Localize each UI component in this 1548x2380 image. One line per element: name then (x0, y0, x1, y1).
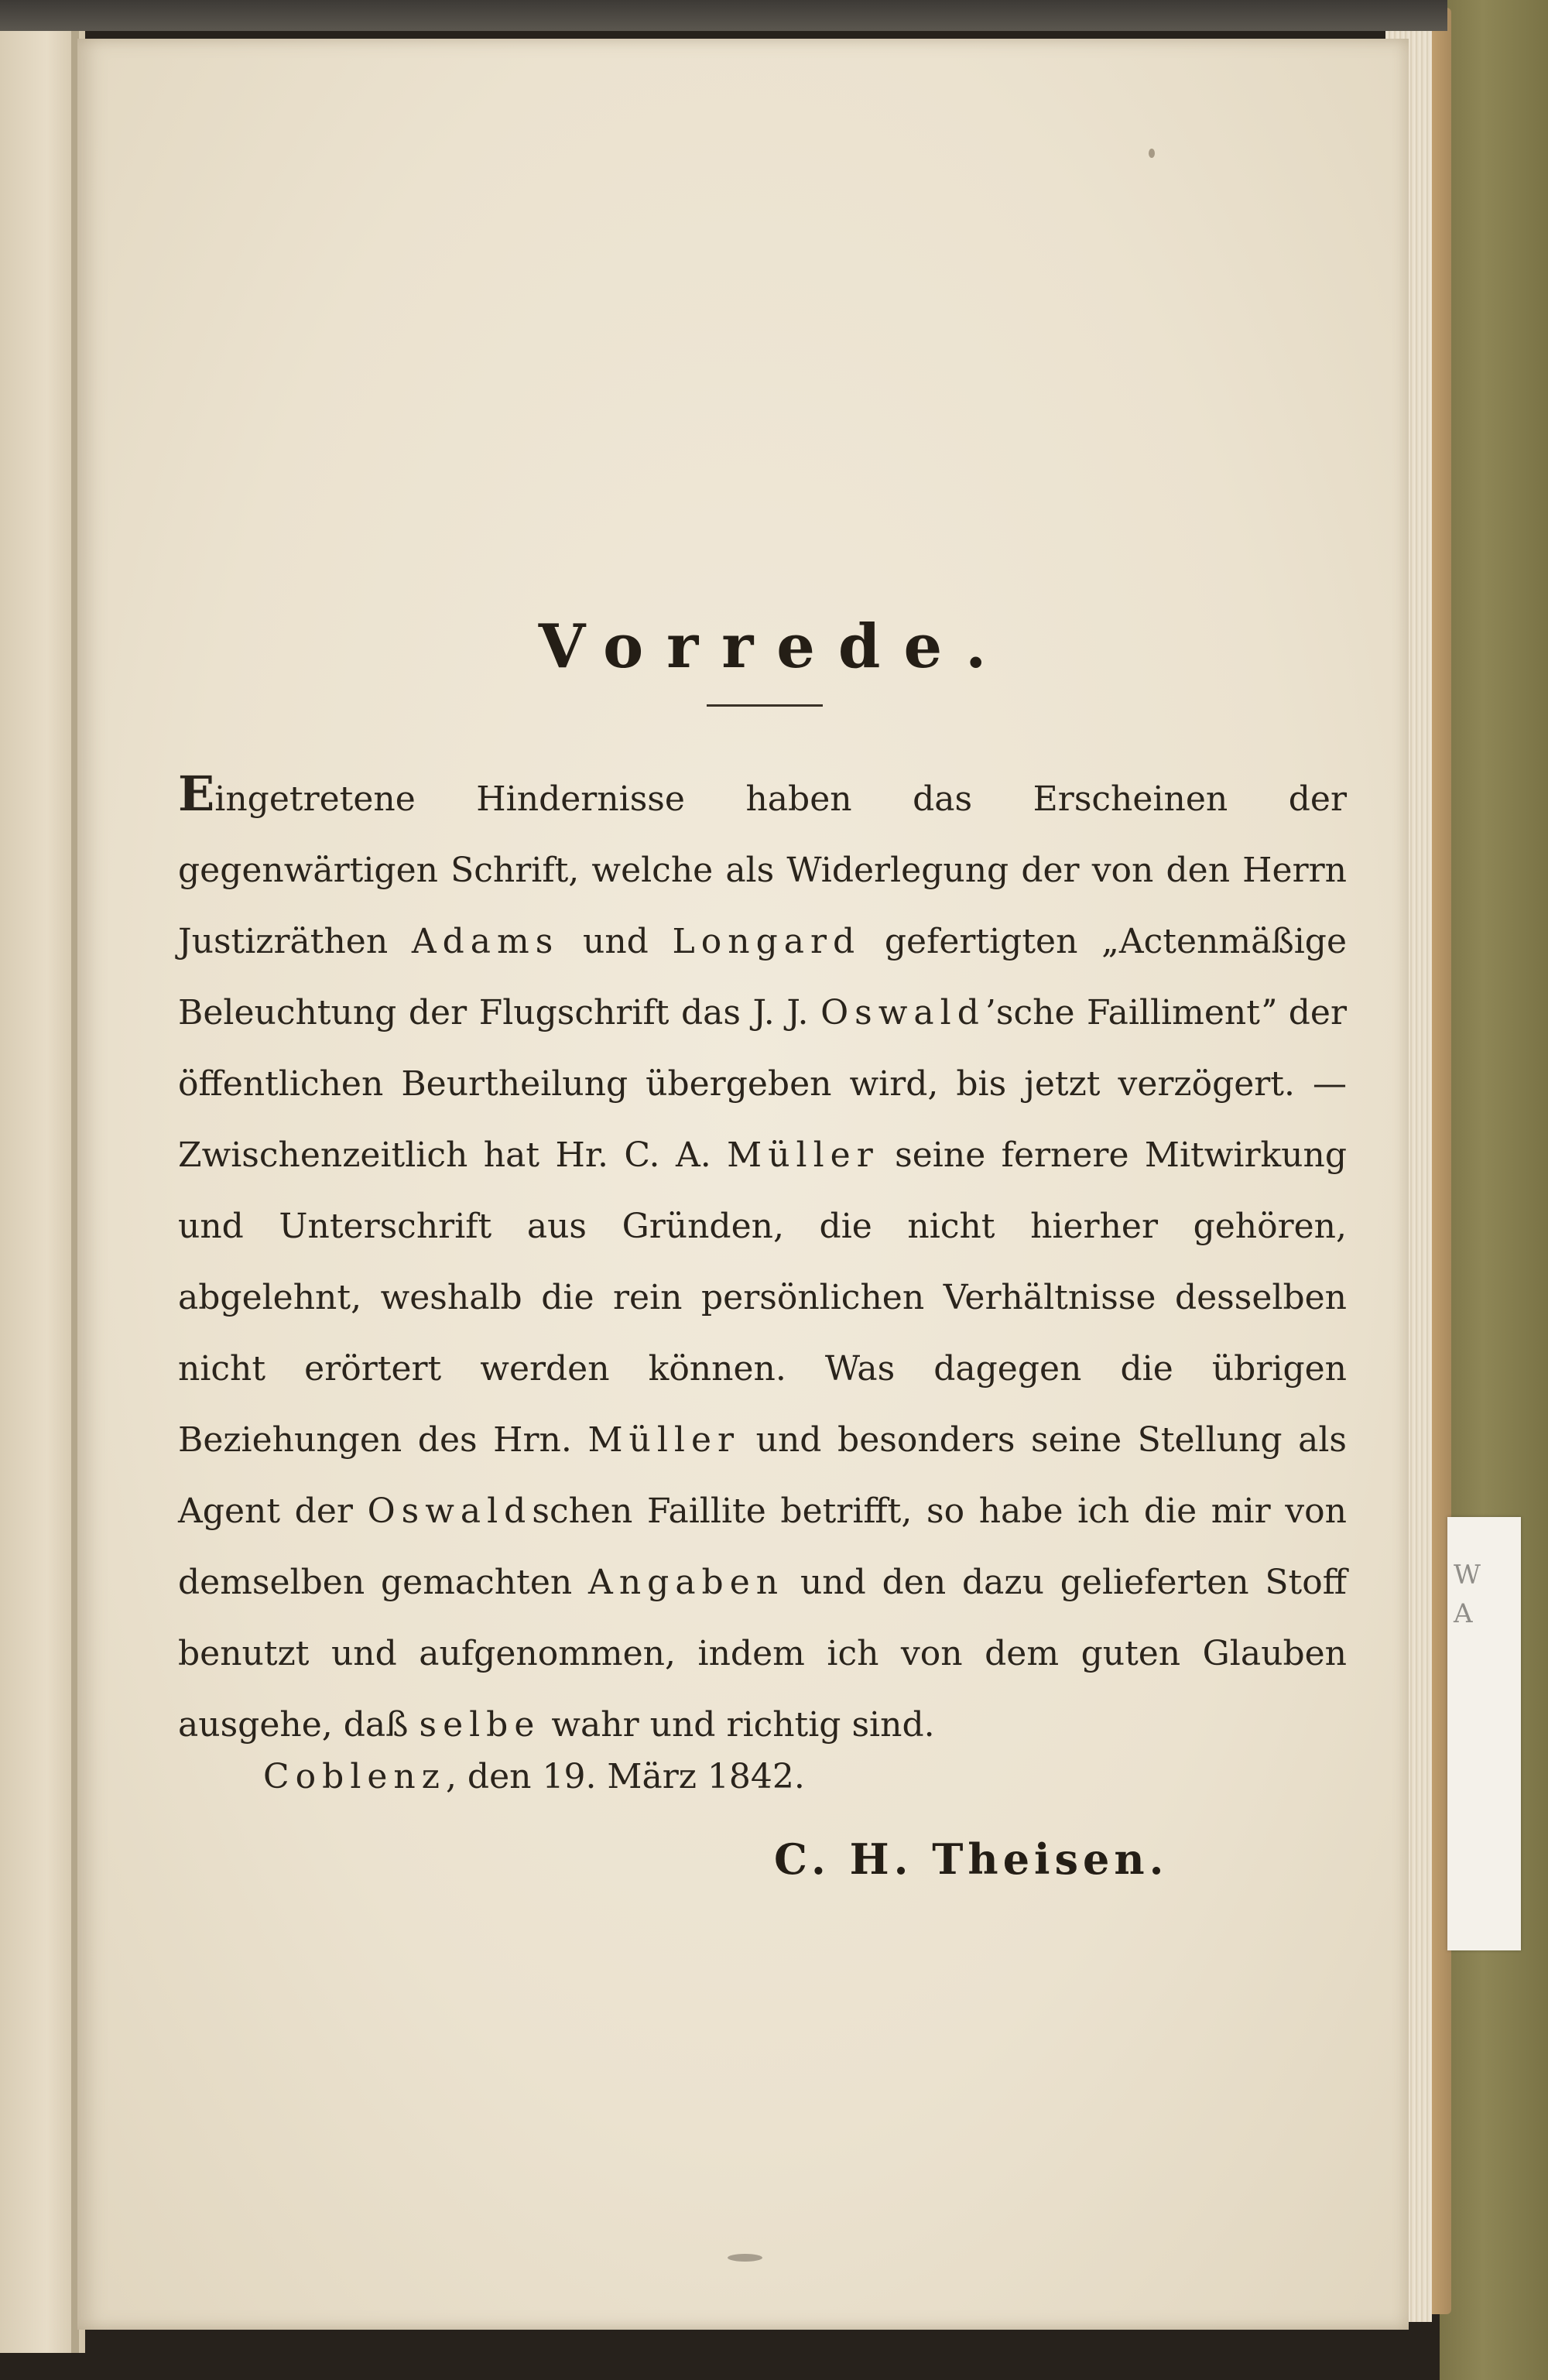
emphasis-selbe: selbe (419, 1705, 541, 1745)
name-oswald: Oswald (820, 993, 985, 1032)
signature: C. H. Theisen. (774, 1834, 1169, 1884)
emphasis-angaben: Angaben (588, 1563, 785, 1602)
page-title: Vorrede. (538, 611, 1010, 682)
text-segment: gefertigten „Actenmäßige Beleuchtung der Flugschrift das J. J. (178, 922, 1347, 1032)
book-cover-edge (1440, 0, 1548, 2380)
text-segment: ’sche Faillimentˮ der öffentlichen Beurtheilung übergeben wird, bis jetzt verzögert. — Zwischenzeitlich hat Hr. C. A. (178, 993, 1347, 1175)
library-slip-text (1454, 1556, 1485, 1633)
place-name: Coblenz (263, 1757, 446, 1796)
text-segment: ingetretene Hindernisse haben das Erscheinen der gegenwärtigen Schrift, welche als Widerlegung der von den Herrn Justizräthen (178, 779, 1347, 961)
text-segment: und besonders seine Stellung als Agent der (178, 1420, 1347, 1531)
text-segment: und den dazu gelieferten Stoff benutzt und aufgenommen, indem ich von dem guten Glauben ausgehe, daß (178, 1563, 1347, 1745)
text-segment: seine fernere Mitwirkung und Unterschrift aus Gründen, die nicht hierher gehören, abgelehnt, weshalb die rein persönlichen Verhältnisse desselben nicht erörtert werden können. Was dagegen die übrigen Beziehungen des Hrn. (178, 1135, 1347, 1460)
slip-letter: A (1454, 1598, 1473, 1629)
book-cover-top (0, 0, 1447, 31)
text-segment: schen Faillite betrifft, so habe ich die mir von demselben gemachten (178, 1491, 1347, 1602)
drop-initial: E (178, 765, 215, 822)
name-oswald: Oswald (367, 1491, 533, 1531)
name-adams: Adams (411, 922, 560, 961)
text-segment: und (559, 922, 673, 961)
text-segment: wahr und richtig sind. (540, 1705, 935, 1745)
name-longard: Longard (672, 922, 861, 961)
place-and-date (263, 1757, 805, 1796)
title-rule (707, 704, 823, 707)
paper-spot (1149, 149, 1155, 158)
slip-letter: W (1454, 1560, 1481, 1591)
name-mueller: Müller (727, 1135, 879, 1175)
preface-paragraph (178, 759, 1347, 1761)
name-mueller: Müller (587, 1420, 741, 1460)
ink-smudge (728, 2254, 762, 2262)
date-text: , den 19. März 1842. (445, 1757, 805, 1796)
book-page (77, 39, 1409, 2330)
